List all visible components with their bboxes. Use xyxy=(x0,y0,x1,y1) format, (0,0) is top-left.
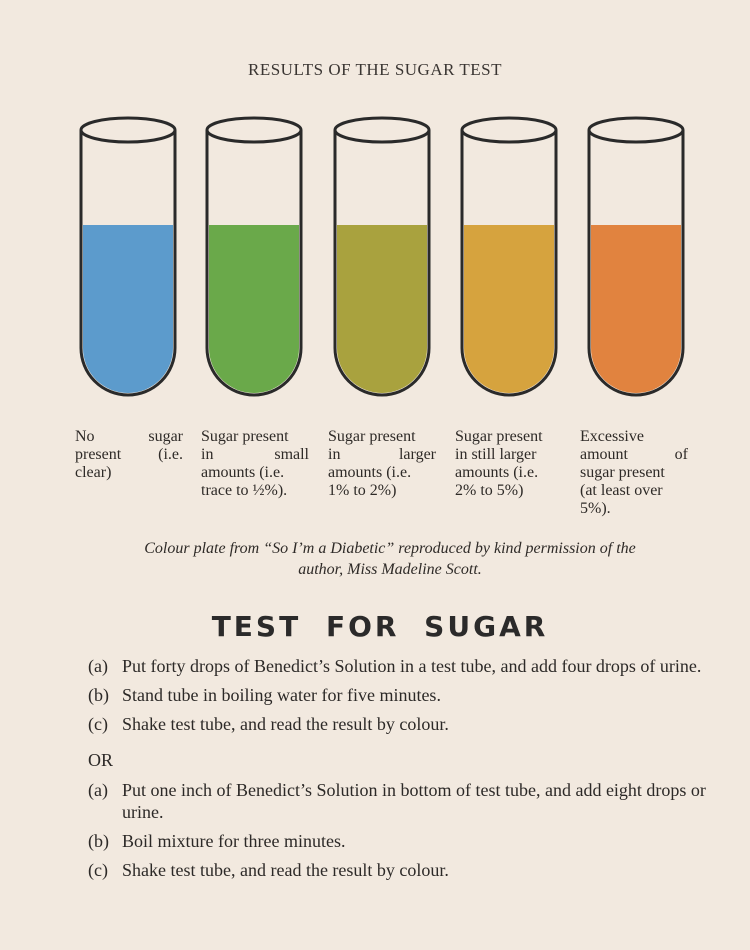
caption-line: 2% to 5%) xyxy=(455,482,524,499)
step-text: Shake test tube, and read the result by colour. xyxy=(122,860,449,880)
step-text: Put forty drops of Benedict’s Solution in a test tube, and add four drops of urine. xyxy=(122,656,702,676)
plate-title: RESULTS OF THE SUGAR TEST xyxy=(247,60,502,79)
tube-rim xyxy=(589,118,683,142)
step-label: (c) xyxy=(88,860,108,880)
caption-line: No sugar xyxy=(75,428,183,445)
step-text: Put one inch of Benedict’s Solution in bottom of test tube, and add eight drops or urine. xyxy=(122,780,706,822)
step-text: Boil mixture for three minutes. xyxy=(122,831,346,851)
tube-liquid xyxy=(591,225,681,393)
tube-rim xyxy=(335,118,429,142)
or-separator: OR xyxy=(88,750,114,770)
step-label: (c) xyxy=(88,714,108,734)
tube-rim xyxy=(81,118,175,142)
step-2c xyxy=(88,859,708,881)
caption-line: amounts (i.e. xyxy=(455,464,539,481)
test-instructions xyxy=(88,655,708,888)
caption-line: amounts (i.e. xyxy=(201,464,285,481)
caption-small-amounts xyxy=(201,428,309,500)
tube-rim xyxy=(207,118,301,142)
step-text: Shake test tube, and read the result by colour. xyxy=(122,714,449,734)
caption-line: in larger xyxy=(328,446,436,463)
step-2a xyxy=(88,779,708,823)
caption-still-larger-amounts xyxy=(455,428,565,500)
step-label: (a) xyxy=(88,780,108,800)
tube-liquid xyxy=(337,225,427,393)
section-heading: TEST FOR SUGAR xyxy=(211,610,549,643)
test-tube-5 xyxy=(589,118,683,395)
step-1c xyxy=(88,713,708,735)
caption-line: in small xyxy=(201,446,309,463)
test-tube-4 xyxy=(462,118,556,395)
caption-line: amount of xyxy=(580,446,688,463)
caption-line: sugar present xyxy=(580,464,665,481)
caption-line: (at least over xyxy=(580,482,663,499)
credit-line: author, Miss Madeline Scott. xyxy=(298,561,482,578)
credit-line: Colour plate from “So I’m a Diabetic” reproduced by kind permission of the xyxy=(144,540,636,557)
step-1b xyxy=(88,684,708,706)
test-tube-2 xyxy=(207,118,301,395)
tube-liquid xyxy=(209,225,299,393)
plate-credit xyxy=(60,538,720,580)
caption-line: in still larger xyxy=(455,446,537,463)
step-1a xyxy=(88,655,708,677)
caption-line: trace to ½%). xyxy=(201,482,288,499)
step-label: (b) xyxy=(88,831,109,851)
caption-line: 5%). xyxy=(580,500,611,517)
tube-liquid xyxy=(83,225,173,393)
step-label: (b) xyxy=(88,685,109,705)
test-tube-1 xyxy=(81,118,175,395)
step-text: Stand tube in boiling water for five minutes. xyxy=(122,685,441,705)
step-2b xyxy=(88,830,708,852)
caption-line: amounts (i.e. xyxy=(328,464,412,481)
tube-liquid xyxy=(464,225,554,393)
caption-line: Excessive xyxy=(580,428,644,445)
test-tube-plate xyxy=(0,100,750,410)
caption-line: present (i.e. xyxy=(75,446,183,463)
caption-no-sugar xyxy=(75,428,183,482)
caption-line: 1% to 2%) xyxy=(328,482,397,499)
caption-larger-amounts xyxy=(328,428,436,500)
caption-line: clear) xyxy=(75,464,112,481)
caption-line: Sugar present xyxy=(328,428,416,445)
test-tube-3 xyxy=(335,118,429,395)
caption-line: Sugar present xyxy=(201,428,289,445)
step-label: (a) xyxy=(88,656,108,676)
caption-line: Sugar present xyxy=(455,428,543,445)
tube-rim xyxy=(462,118,556,142)
caption-excessive-amount xyxy=(580,428,688,518)
